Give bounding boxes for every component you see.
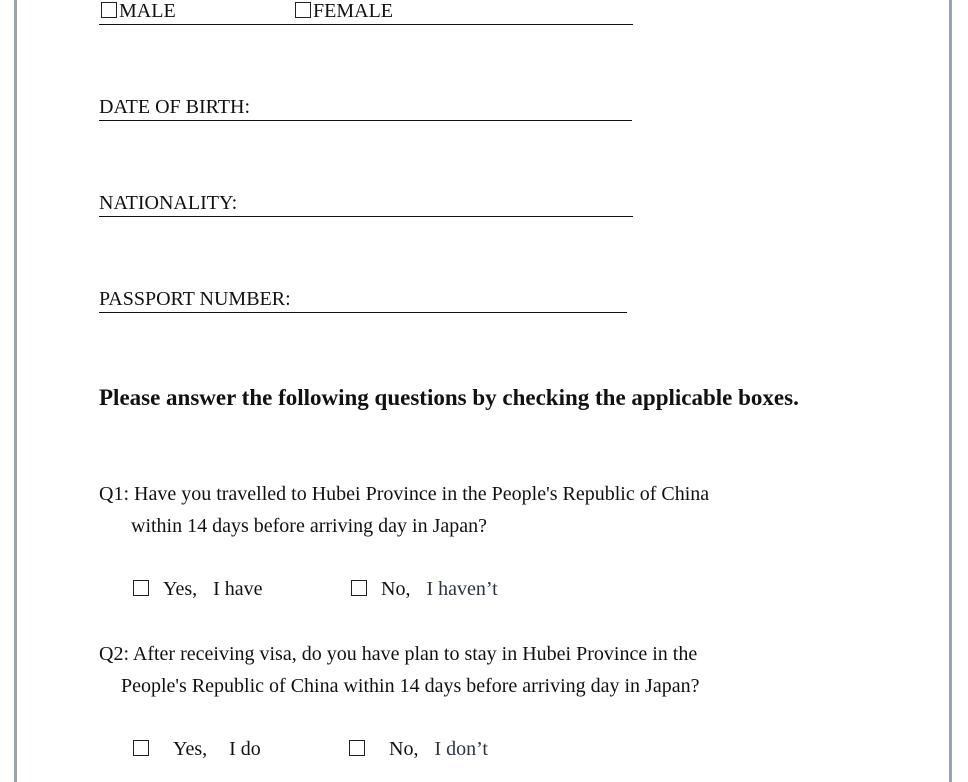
question-2	[99, 638, 699, 702]
date-of-birth-field[interactable]	[99, 96, 632, 121]
q2-no-option[interactable]	[349, 738, 488, 760]
q2-no-checkbox[interactable]	[349, 740, 365, 756]
female-label: FEMALE	[313, 0, 393, 22]
passport-number-field[interactable]	[99, 288, 627, 313]
date-of-birth-label: DATE OF BIRTH:	[99, 96, 251, 118]
q2-yes-option[interactable]	[133, 738, 261, 760]
question-2-line1: Q2: After receiving visa, do you have plan to stay in Hubei Province in the	[99, 643, 698, 665]
q1-yes-checkbox[interactable]	[133, 580, 149, 596]
female-checkbox[interactable]	[295, 2, 311, 18]
question-1	[99, 478, 709, 542]
q1-yes-detail: I have	[213, 578, 263, 600]
q1-no-detail: I haven’t	[426, 578, 498, 600]
q1-yes-word: Yes,	[163, 578, 198, 600]
male-label: MALE	[119, 0, 176, 22]
q2-yes-word: Yes,	[173, 738, 208, 760]
male-checkbox[interactable]	[101, 2, 117, 18]
q2-no-detail: I don’t	[434, 738, 488, 760]
q2-no-word: No,	[389, 738, 419, 760]
question-1-line1: Q1: Have you travelled to Hubei Province in the People's Republic of China	[99, 483, 710, 505]
instruction-heading: Please answer the following questions by checking the applicable boxes.	[99, 385, 799, 410]
question-2-line2: People's Republic of China within 14 days before arriving day in Japan?	[121, 675, 700, 697]
nationality-label: NATIONALITY:	[99, 192, 238, 214]
nationality-field[interactable]	[99, 192, 633, 217]
page-border-left	[14, 0, 17, 782]
passport-number-label: PASSPORT NUMBER:	[99, 288, 291, 310]
q1-no-checkbox[interactable]	[351, 580, 367, 596]
gender-male-option[interactable]	[101, 0, 176, 22]
question-1-line2: within 14 days before arriving day in Japan?	[131, 515, 488, 537]
q2-yes-detail: I do	[229, 738, 261, 760]
q2-yes-checkbox[interactable]	[133, 740, 149, 756]
q1-no-option[interactable]	[351, 578, 498, 600]
gender-female-option[interactable]	[295, 0, 393, 22]
q1-no-word: No,	[381, 578, 411, 600]
gender-field	[99, 0, 633, 25]
page-border-right	[949, 0, 952, 782]
q1-yes-option[interactable]	[133, 578, 263, 600]
